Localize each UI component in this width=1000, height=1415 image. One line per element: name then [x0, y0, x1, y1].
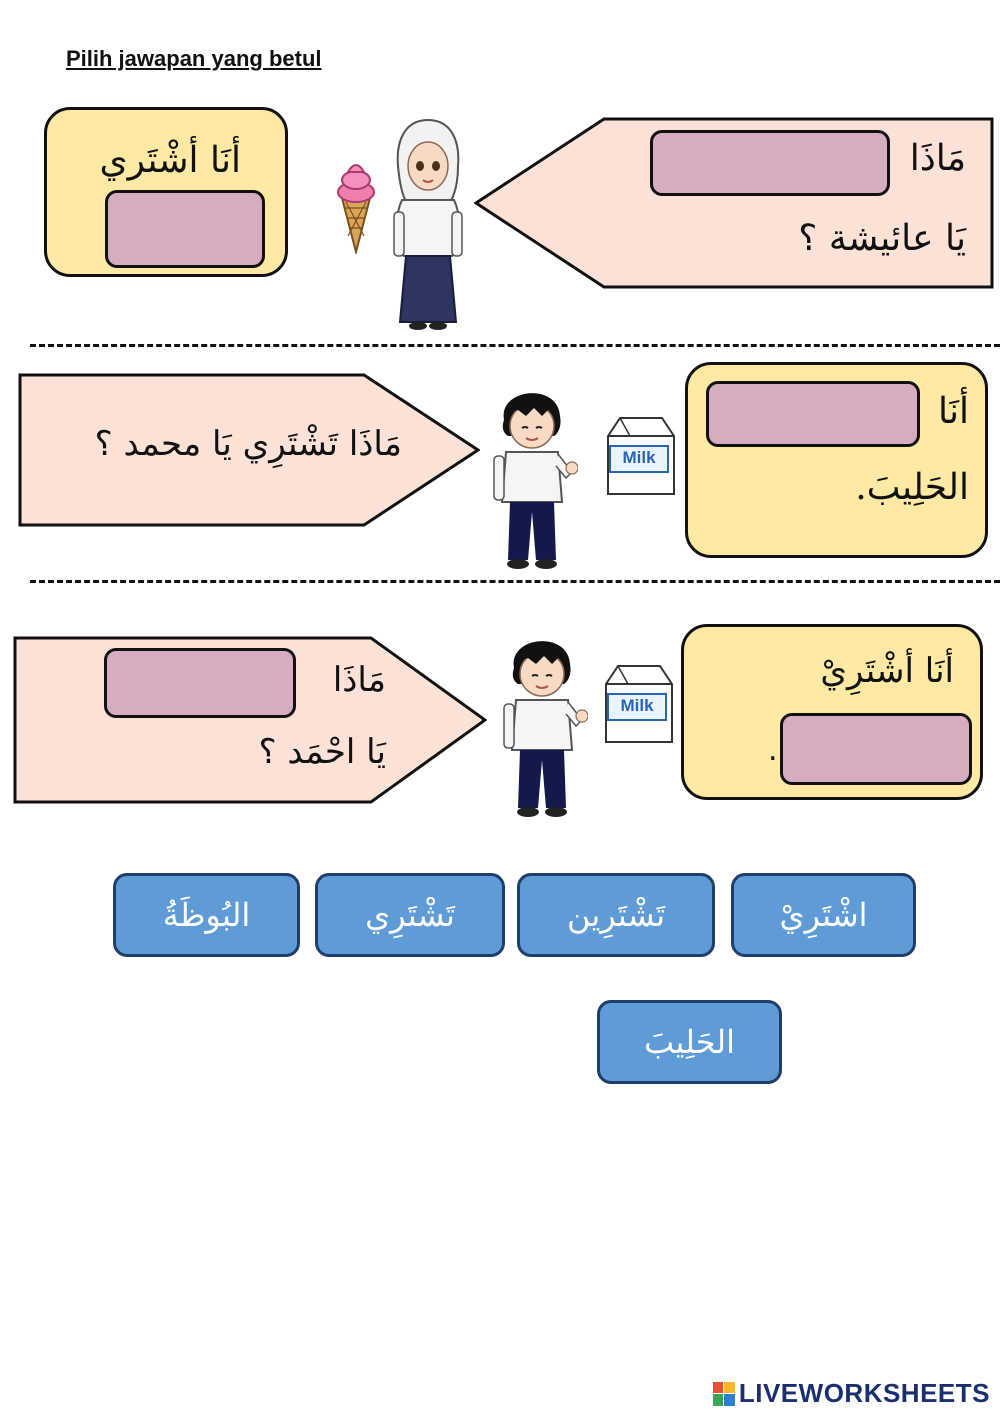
milk-carton-icon — [600, 414, 678, 498]
drop-slot[interactable] — [780, 713, 972, 785]
instruction-title: Pilih jawapan yang betul — [66, 46, 322, 71]
answer-text: أنَا أشْتَري — [99, 140, 241, 181]
answer-line2: الحَلِيبَ. — [855, 467, 969, 508]
option-tashtarin[interactable]: تَشْتَرِين — [517, 873, 715, 957]
question-line1: مَاذَا — [332, 660, 386, 700]
liveworksheets-logo — [713, 1378, 990, 1409]
answer-box-3 — [681, 624, 983, 800]
milk-label: Milk — [620, 696, 654, 715]
question-line1: مَاذَا — [909, 138, 966, 179]
boy-character-icon — [498, 630, 588, 820]
drop-slot[interactable] — [104, 648, 296, 718]
drop-slot[interactable] — [105, 190, 265, 268]
ice-cream-icon — [334, 158, 378, 254]
milk-carton-icon — [598, 662, 676, 746]
brand-text: LIVEWORKSHEETS — [738, 1378, 990, 1408]
answer-box-1 — [44, 107, 288, 277]
boy-character-icon — [488, 382, 578, 572]
drop-slot[interactable] — [650, 130, 890, 196]
option-albuza[interactable]: البُوظَةُ — [113, 873, 300, 957]
drop-slot[interactable] — [706, 381, 920, 447]
question-text: مَاذَا تَشْتَرِي يَا محمد ؟ — [94, 424, 402, 464]
logo-icon — [713, 1382, 735, 1406]
divider — [30, 580, 1000, 583]
answer-line1: أنَا — [938, 391, 969, 432]
option-tashtari[interactable]: تَشْتَرِي — [315, 873, 505, 957]
girl-character-icon — [386, 116, 470, 332]
answer-box-2 — [685, 362, 988, 558]
milk-label: Milk — [622, 448, 656, 467]
divider — [30, 344, 1000, 347]
answer-line1: أنَا أشْتَرِيْ — [820, 651, 954, 691]
question-line2: يَا احْمَد ؟ — [258, 732, 386, 772]
question-line2: يَا عائيشة ؟ — [798, 218, 966, 259]
answer-dot: . — [768, 733, 778, 768]
option-ishtari[interactable]: اشْتَرِيْ — [731, 873, 916, 957]
option-alhalib[interactable]: الحَلِيبَ — [597, 1000, 782, 1084]
